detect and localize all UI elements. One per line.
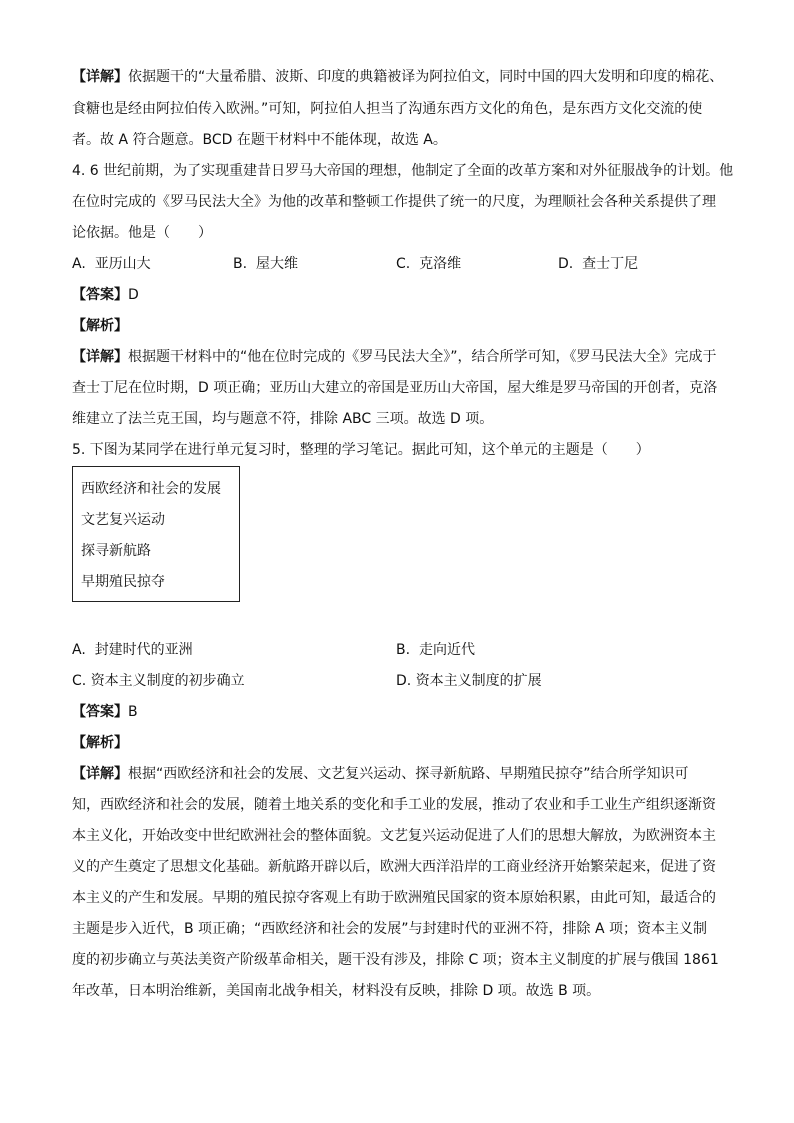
- q5-analysis-tag: 【解析】: [72, 735, 128, 751]
- note-item: 西欧经济和社会的发展: [81, 481, 221, 497]
- note-item: 文艺复兴运动: [81, 512, 165, 528]
- q4-detail-line-2: 查士丁尼在位时期，D 项正确；亚历山大建立的帝国是亚历山大帝国，屋大维是罗马帝国的开创者，克洛: [72, 380, 718, 396]
- q4-option-b: B. 屋大维: [233, 256, 298, 272]
- q4-answer: 【答案】D: [72, 287, 139, 303]
- q5-detail-line-2: 知，西欧经济和社会的发展，随着土地关系的变化和手工业的发展，推动了农业和手工业生产组织逐渐资: [72, 797, 716, 813]
- q3-detail-line-1: 【详解】依据题干的“大量希腊、波斯、印度的典籍被译为阿拉伯文，同时中国的四大发明和印度的棉花、: [72, 69, 724, 85]
- q3-detail-line-3: 者。故 A 符合题意。BCD 在题干材料中不能体现，故选 A。: [72, 132, 447, 148]
- q5-option-a: A. 封建时代的亚洲: [72, 642, 193, 658]
- q5-detail-line-1: 【详解】根据“西欧经济和社会的发展、文艺复兴运动、探寻新航路、早期殖民掠夺”结合所学知识可: [72, 766, 689, 782]
- detail-tag: 【详解】: [72, 69, 128, 85]
- note-item: 早期殖民掠夺: [81, 574, 165, 590]
- q5-option-b: B. 走向近代: [396, 642, 475, 658]
- q4-option-c: C. 克洛维: [396, 256, 462, 272]
- q4-detail-line-1: 【详解】根据题干材料中的“他在位时完成的《罗马民法大全》”，结合所学可知，《罗马民法大全》完成于: [72, 349, 717, 365]
- note-item: 探寻新航路: [81, 543, 151, 559]
- q5-detail-line-5: 本主义的产生和发展。早期的殖民掠夺客观上有助于欧洲殖民国家的资本原始积累，由此可知，最适合的: [72, 890, 716, 906]
- q4-option-d: D. 查士丁尼: [558, 256, 639, 272]
- q5-detail-line-3: 本主义化，开始改变中世纪欧洲社会的整体面貌。文艺复兴运动促进了人们的思想大解放，为欧洲资本主: [72, 828, 716, 844]
- q5-answer: 【答案】B: [72, 704, 138, 720]
- q5-detail-line-7: 度的初步确立与英法美资产阶级革命相关，题干没有涉及，排除 C 项；资本主义制度的扩展与俄国 1861: [72, 952, 719, 968]
- q5-detail-line-4: 义的产生奠定了思想文化基础。新航路开辟以后，欧洲大西洋沿岸的工商业经济开始繁荣起来，促进了资: [72, 859, 716, 875]
- q3-detail-line-2: 食糖也是经由阿拉伯传入欧洲。”可知，阿拉伯人担当了沟通东西方文化的角色，是东西方文化交流的使: [72, 101, 703, 117]
- study-notes-box: [72, 466, 240, 602]
- q4-stem-line-1: 4. 6 世纪前期，为了实现重建昔日罗马大帝国的理想，他制定了全面的改革方案和对外征服战争的计划。他: [72, 163, 734, 179]
- q4-stem-line-2: 在位时完成的《罗马民法大全》为他的改革和整顿工作提供了统一的尺度，为理顺社会各种关系提供了理: [72, 194, 716, 210]
- q5-detail-line-6: 主题是步入近代，B 项正确；“西欧经济和社会的发展”与封建时代的亚洲不符，排除 A 项；资本主义制: [72, 921, 708, 937]
- q5-option-c: C. 资本主义制度的初步确立: [72, 673, 245, 689]
- q4-analysis-tag: 【解析】: [72, 318, 128, 334]
- q5-detail-line-8: 年改革，日本明治维新，美国南北战争相关，材料没有反映，排除 D 项。故选 B 项。: [72, 983, 601, 999]
- q5-stem-line-1: 5. 下图为某同学在进行单元复习时，整理的学习笔记。据此可知，这个单元的主题是（ ）: [72, 442, 650, 458]
- q4-option-a: A. 亚历山大: [72, 256, 151, 272]
- q4-detail-line-3: 维建立了法兰克王国，均与题意不符，排除 ABC 三项。故选 D 项。: [72, 411, 494, 427]
- q5-option-d: D. 资本主义制度的扩展: [396, 673, 542, 689]
- q4-stem-line-3: 论依据。他是（ ）: [72, 225, 212, 241]
